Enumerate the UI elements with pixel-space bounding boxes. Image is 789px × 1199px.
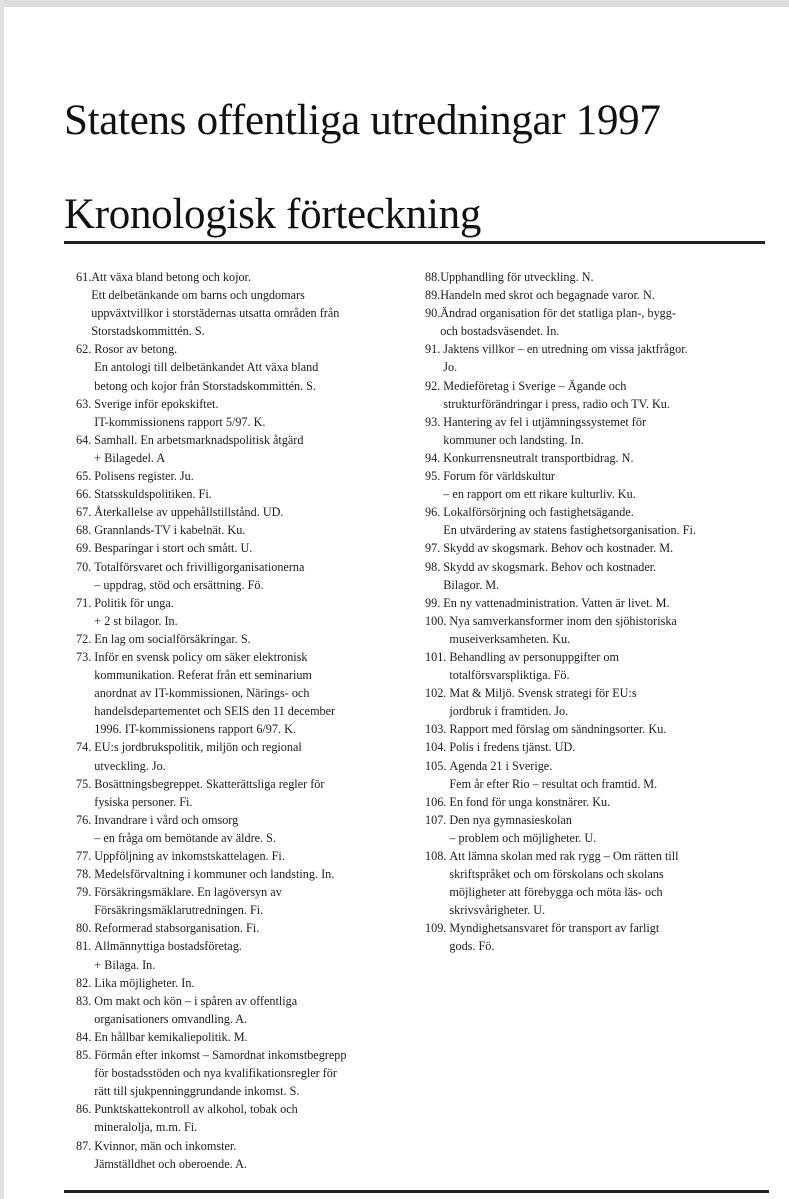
- list-item: [76, 521, 406, 539]
- entry-text: [94, 883, 406, 919]
- entry-line: Forum för världskultur: [443, 469, 555, 484]
- entry-line: Skydd av skogsmark. Behov och kostnader. M.: [443, 541, 674, 556]
- entry-text: [94, 630, 406, 648]
- list-item: [76, 558, 406, 594]
- entry-number: 76.: [76, 812, 95, 827]
- list-item: [76, 811, 406, 847]
- page-left-edge: [0, 0, 4, 1199]
- entry-number: 99.: [425, 595, 444, 610]
- entry-line: En antologi till delbetänkandet Att växa bland: [94, 360, 319, 375]
- entry-number: 88.: [425, 270, 441, 284]
- entry-line: Bosättningsbegreppet. Skatterättsliga regler för: [94, 776, 325, 791]
- entry-text: [94, 992, 406, 1028]
- entry-line: kommunikation. Referat från ett seminarium: [94, 668, 312, 683]
- entry-text: [94, 1137, 406, 1173]
- list-item: [76, 1028, 406, 1046]
- entry-number: 77.: [76, 849, 95, 863]
- list-item: [76, 992, 406, 1028]
- entry-text: [443, 377, 765, 413]
- entry-text: [449, 720, 765, 738]
- list-item: [425, 684, 765, 720]
- entry-line: Statsskuldspolitiken. Fi.: [94, 487, 212, 502]
- entry-number: 97.: [425, 541, 444, 556]
- entry-text: [449, 919, 765, 955]
- entry-line: Lokalförsörjning och fastighetsägande.: [443, 505, 634, 520]
- entry-text: [94, 431, 406, 467]
- entry-text: [443, 558, 765, 594]
- entry-line: Jämställdhet och oberoende. A.: [94, 1156, 247, 1171]
- entry-text: [443, 449, 765, 467]
- entry-number: 95.: [425, 469, 444, 484]
- list-item: [76, 467, 406, 485]
- entry-text: [449, 847, 765, 919]
- entry-line: Den nya gymnasieskolan: [449, 812, 572, 827]
- entry-number: 68.: [76, 523, 95, 538]
- list-item: [425, 720, 765, 738]
- entry-text: [94, 847, 406, 865]
- entry-text: [449, 757, 765, 793]
- entry-number: 65.: [76, 469, 95, 484]
- entry-text: [94, 521, 406, 539]
- entry-line: Uppföljning av inkomstskattelagen. Fi.: [94, 849, 285, 863]
- entry-line: Invandrare i vård och omsorg: [94, 812, 239, 827]
- entry-number: 91.: [425, 342, 444, 357]
- entry-text: [440, 304, 765, 340]
- list-item: [76, 431, 406, 467]
- entry-text: [443, 413, 765, 449]
- list-item: [425, 503, 765, 539]
- entry-text: [443, 340, 765, 376]
- entry-line: utveckling. Jo.: [94, 758, 166, 773]
- entry-text: [94, 811, 406, 847]
- entry-text: [443, 503, 765, 539]
- list-item: [425, 286, 765, 304]
- entry-line: och bostadsväsendet. In.: [440, 324, 560, 339]
- entry-line: Rapport med förslag om sändningsorter. Ku.: [449, 722, 667, 737]
- entry-number: 89.: [425, 288, 441, 303]
- entry-number: 102.: [425, 686, 450, 701]
- entry-line: – uppdrag, stöd och ersättning. Fö.: [94, 577, 264, 592]
- entry-text: [449, 612, 765, 648]
- list-item: [425, 648, 765, 684]
- entry-text: [94, 1100, 406, 1136]
- entry-line: En fond för unga konstnärer. Ku.: [449, 794, 611, 809]
- entry-line: Att växa bland betong och kojor.: [91, 270, 251, 284]
- entry-line: Medieföretag i Sverige – Ägande och: [443, 378, 627, 393]
- entry-number: 79.: [76, 885, 95, 900]
- entry-line: Sverige inför epokskiftet.: [94, 396, 219, 411]
- list-item: [76, 883, 406, 919]
- list-item: [425, 612, 765, 648]
- entry-line: gods. Fö.: [449, 939, 495, 954]
- entry-line: mineralolja, m.m. Fi.: [94, 1120, 198, 1135]
- entry-line: – en rapport om ett rikare kulturliv. Ku.: [443, 487, 636, 502]
- list-item: [425, 304, 765, 340]
- entry-line: Handeln med skrot och begagnade varor. N.: [440, 288, 655, 303]
- entry-number: 75.: [76, 776, 95, 791]
- entry-line: för bostadsstöden och nya kvalifikationsregler för: [94, 1066, 337, 1081]
- list-item: [76, 738, 406, 774]
- entry-number: 64.: [76, 432, 95, 447]
- list-item: [76, 1046, 406, 1100]
- entry-line: museiverksamheten. Ku.: [449, 631, 571, 646]
- entry-text: [443, 594, 765, 612]
- entry-number: 67.: [76, 505, 95, 520]
- list-item: [425, 847, 765, 919]
- entry-number: 84.: [76, 1029, 95, 1044]
- list-item: [76, 594, 406, 630]
- list-item: [425, 340, 765, 376]
- entry-line: Hantering av fel i utjämningssystemet för: [443, 414, 647, 429]
- entry-line: Ändrad organisation för det statliga plan-, bygg-: [440, 306, 676, 321]
- entry-line: kommuner och landsting. In.: [443, 432, 584, 447]
- entry-number: 98.: [425, 559, 444, 574]
- entry-line: Grannlands-TV i kabelnät. Ku.: [94, 523, 246, 538]
- entry-text: [94, 648, 406, 738]
- entry-line: Upphandling för utveckling. N.: [440, 270, 594, 284]
- entry-line: Samhall. En arbetsmarknadspolitisk åtgärd: [94, 432, 304, 447]
- list-item: [425, 558, 765, 594]
- entry-line: Besparingar i stort och smått. U.: [94, 541, 253, 556]
- entry-line: + Bilagedel. A: [94, 450, 166, 465]
- entry-number: 71.: [76, 595, 95, 610]
- entry-number: 86.: [76, 1102, 95, 1117]
- list-item: [76, 919, 406, 937]
- entry-line: Jo.: [443, 360, 458, 375]
- entry-text: [91, 268, 406, 340]
- entry-number: 103.: [425, 722, 450, 737]
- entry-line: Rosor av betong.: [94, 342, 178, 357]
- entry-text: [449, 684, 765, 720]
- entry-line: jordbruk i framtiden. Jo.: [449, 704, 569, 719]
- entry-text: [94, 1046, 406, 1100]
- entry-line: Att lämna skolan med rak rygg – Om rätten till: [449, 849, 679, 863]
- entry-line: Reformerad stabsorganisation. Fi.: [94, 921, 260, 936]
- entry-number: 92.: [425, 378, 444, 393]
- entry-number: 73.: [76, 649, 95, 664]
- entry-line: 1996. IT-kommissionens rapport 6/97. K.: [94, 722, 296, 737]
- entry-line: En hållbar kemikaliepolitik. M.: [94, 1029, 248, 1044]
- entry-line: En lag om socialförsäkringar. S.: [94, 631, 251, 646]
- entry-line: fysiska personer. Fi.: [94, 794, 193, 809]
- right-column: [425, 268, 765, 956]
- entry-text: [449, 738, 765, 756]
- entry-line: Polis i fredens tjänst. UD.: [449, 740, 576, 755]
- list-item: [76, 775, 406, 811]
- entry-line: Inför en svensk policy om säker elektronisk: [94, 649, 308, 664]
- list-item: [425, 377, 765, 413]
- entry-text: [94, 503, 406, 521]
- entry-number: 100.: [425, 613, 450, 628]
- list-item: [76, 340, 406, 394]
- entry-number: 61.: [76, 270, 92, 284]
- entry-number: 63.: [76, 396, 95, 411]
- entry-number: 66.: [76, 487, 95, 502]
- list-item: [425, 738, 765, 756]
- entry-number: 78.: [76, 867, 95, 882]
- entry-line: Försäkringsmäklare. En lagöversyn av: [94, 885, 282, 900]
- entry-number: 85.: [76, 1048, 95, 1063]
- list-item: [76, 865, 406, 883]
- list-item: [425, 539, 765, 557]
- entry-text: [94, 539, 406, 557]
- list-item: [76, 485, 406, 503]
- entry-line: strukturförändringar i press, radio och TV. Ku.: [443, 396, 670, 411]
- entry-line: rätt till sjukpenninggrundande inkomst. S.: [94, 1084, 300, 1099]
- entry-line: Myndighetsansvaret för transport av farligt: [449, 921, 660, 936]
- entry-line: – en fråga om bemötande av äldre. S.: [94, 830, 277, 845]
- entry-line: Fem år efter Rio – resultat och framtid. M.: [449, 776, 658, 791]
- title-rule: [64, 241, 765, 244]
- bottom-rule: [64, 1190, 769, 1193]
- entry-line: + 2 st bilagor. In.: [94, 613, 178, 628]
- list-item: [425, 811, 765, 847]
- entry-number: 82.: [76, 975, 95, 990]
- entry-line: Politik för unga.: [94, 595, 174, 610]
- list-item: [425, 757, 765, 793]
- entry-number: 81.: [76, 939, 95, 954]
- entry-line: uppväxtvillkor i storstädernas utsatta områden från: [91, 306, 340, 321]
- list-item: [425, 467, 765, 503]
- entry-text: [94, 775, 406, 811]
- entry-line: Mat & Miljö. Svensk strategi för EU:s: [449, 686, 637, 701]
- entry-line: Storstadskommittén. S.: [91, 324, 205, 339]
- entry-line: handelsdepartementet och SEIS den 11 december: [94, 704, 336, 719]
- entry-line: möjligheter att förebygga och möta läs- och: [449, 885, 663, 900]
- entry-number: 87.: [76, 1138, 95, 1153]
- list-item: [425, 594, 765, 612]
- entry-line: Lika möjligheter. In.: [94, 975, 195, 990]
- entry-text: [94, 865, 406, 883]
- page-top-edge: [0, 0, 789, 7]
- entry-line: Punktskattekontroll av alkohol, tobak och: [94, 1102, 298, 1117]
- entry-text: [94, 937, 406, 973]
- entry-text: [94, 558, 406, 594]
- entry-line: Försäkringsmäklarutredningen. Fi.: [94, 903, 264, 918]
- entry-line: anordnat av IT-kommissionen, Närings- och: [94, 686, 310, 701]
- entry-number: 94.: [425, 450, 444, 465]
- list-item: [76, 503, 406, 521]
- entry-line: Totalförsvaret och frivilligorganisationerna: [94, 559, 305, 574]
- entry-text: [94, 974, 406, 992]
- list-item: [76, 1100, 406, 1136]
- entry-line: skriftspråket och om förskolans och skolans: [449, 867, 664, 882]
- entry-line: Förmån efter inkomst – Samordnat inkomstbegrepp: [94, 1048, 347, 1063]
- entry-line: Konkurrensneutralt transportbidrag. N.: [443, 450, 634, 465]
- entry-number: 69.: [76, 541, 95, 556]
- entry-number: 106.: [425, 794, 450, 809]
- list-item: [76, 1137, 406, 1173]
- list-item: [425, 268, 765, 286]
- entry-number: 93.: [425, 414, 444, 429]
- entry-line: Medelsförvaltning i kommuner och landsting. In.: [94, 867, 335, 882]
- entry-number: 108.: [425, 849, 450, 863]
- entry-line: organisationers omvandling. A.: [94, 1011, 248, 1026]
- entry-line: Polisens register. Ju.: [94, 469, 194, 484]
- list-item: [76, 630, 406, 648]
- entry-number: 107.: [425, 812, 450, 827]
- entry-text: [94, 919, 406, 937]
- entry-line: IT-kommissionens rapport 5/97. K.: [94, 414, 266, 429]
- entry-number: 104.: [425, 740, 450, 755]
- list-item: [425, 449, 765, 467]
- entry-text: [449, 793, 765, 811]
- entry-text: [443, 467, 765, 503]
- entry-number: 74.: [76, 740, 95, 755]
- entry-number: 101.: [425, 649, 450, 664]
- entry-line: – problem och möjligheter. U.: [449, 830, 597, 845]
- entry-text: [440, 286, 765, 304]
- entry-number: 83.: [76, 993, 95, 1008]
- entry-text: [440, 268, 765, 286]
- entry-line: Nya samverkansformer inom den sjöhistoriska: [449, 613, 677, 628]
- entry-line: Skydd av skogsmark. Behov och kostnader.: [443, 559, 657, 574]
- entry-line: Ett delbetänkande om barns och ungdomars: [91, 288, 305, 303]
- entry-line: Bilagor. M.: [443, 577, 500, 592]
- list-item: [76, 395, 406, 431]
- entry-line: Behandling av personuppgifter om: [449, 649, 619, 664]
- left-column: [76, 268, 406, 1173]
- entry-number: 62.: [76, 342, 95, 357]
- entry-text: [94, 467, 406, 485]
- entry-line: betong och kojor från Storstadskommittén. S.: [94, 378, 317, 393]
- list-item: [425, 793, 765, 811]
- entry-number: 72.: [76, 631, 95, 646]
- list-item: [76, 648, 406, 738]
- entry-number: 96.: [425, 505, 444, 520]
- entry-line: En ny vattenadministration. Vatten är livet. M.: [443, 595, 670, 610]
- entry-number: 105.: [425, 758, 450, 773]
- entry-number: 109.: [425, 921, 450, 936]
- list-item: [76, 974, 406, 992]
- entry-line: Kvinnor, män och inkomster.: [94, 1138, 237, 1153]
- entry-line: Agenda 21 i Sverige.: [449, 758, 553, 773]
- list-item: [425, 919, 765, 955]
- entry-number: 70.: [76, 559, 95, 574]
- series-title: Statens offentliga utredningar 1997: [64, 97, 661, 144]
- entry-line: Om makt och kön – i spåren av offentliga: [94, 993, 298, 1008]
- entry-text: [94, 738, 406, 774]
- entry-line: Jaktens villkor – en utredning om vissa jaktfrågor.: [443, 342, 688, 357]
- entry-text: [94, 594, 406, 630]
- entry-line: Allmännyttiga bostadsföretag.: [94, 939, 242, 954]
- entry-text: [94, 1028, 406, 1046]
- entry-text: [94, 340, 406, 394]
- list-item: [76, 847, 406, 865]
- entry-text: [449, 811, 765, 847]
- entry-line: EU:s jordbrukspolitik, miljön och regional: [94, 740, 302, 755]
- list-item: [76, 268, 406, 340]
- entry-text: [449, 648, 765, 684]
- entry-line: + Bilaga. In.: [94, 957, 156, 972]
- entry-line: totalförsvarspliktiga. Fö.: [449, 668, 570, 683]
- entry-line: En utvärdering av statens fastighetsorganisation. Fi.: [443, 523, 696, 538]
- list-item: [76, 539, 406, 557]
- list-item: [425, 413, 765, 449]
- entry-line: skrivsvårigheter. U.: [449, 903, 546, 918]
- entry-text: [94, 485, 406, 503]
- entry-number: 80.: [76, 921, 95, 936]
- section-title: Kronologisk förteckning: [64, 191, 482, 238]
- entry-line: Återkallelse av uppehållstillstånd. UD.: [94, 505, 284, 520]
- entry-number: 90.: [425, 306, 441, 321]
- list-item: [76, 937, 406, 973]
- entry-text: [94, 395, 406, 431]
- entry-text: [443, 539, 765, 557]
